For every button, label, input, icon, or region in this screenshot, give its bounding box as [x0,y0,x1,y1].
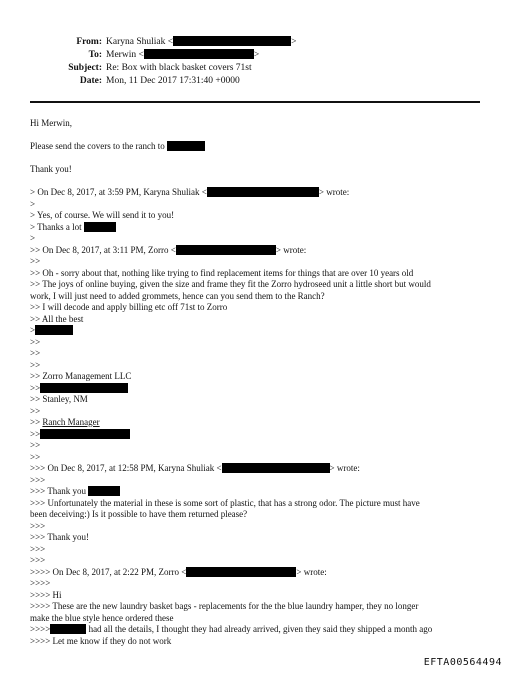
redaction [40,383,128,393]
quote-line: >> Ranch Manager [30,417,100,427]
quote-line: >> [30,405,41,416]
quote-header: >> On Dec 8, 2017, at 3:11 PM, Zorro < > wrote: [30,244,307,255]
quote-line: >>>> Hi [30,589,62,600]
redaction [167,141,205,151]
quote-line: >> I will decode and apply billing etc off 71st to Zorro [30,302,228,312]
quote-line: > [30,198,36,209]
redaction [88,486,120,496]
quote-line: >> [30,440,41,450]
to-value: Merwin < > [106,50,260,60]
quote-line: >>>> [30,578,51,588]
quote-line: >>> Thank you! [30,532,90,542]
quote-line: >> Zorro Management LLC [30,371,132,381]
redaction [35,325,73,335]
quote-line: > Yes, of course. We will send it to you! [30,210,175,220]
quote-line: >> The joys of online buying, given the size and frame they fit the Zorro hydroseed unit a little short but would [30,279,431,289]
quote-line: >> [30,256,41,266]
subject-label: Subject: [68,63,102,73]
redaction [207,187,319,197]
quote-line: >> [30,348,41,358]
quote-line: work, I will just need to added grommets, hence can you send them to the Ranch? [30,290,325,301]
quote-line: >> [30,359,41,370]
quote-line: >> Stanley, NM [30,394,88,404]
redaction [84,222,116,232]
redaction [186,567,296,577]
redaction [144,49,254,59]
email-header [0,36,512,88]
body-line: Thank you! [30,164,72,174]
redaction [176,245,276,255]
quote-header: > On Dec 8, 2017, at 3:59 PM, Karyna Shuliak < > wrote: [30,187,350,197]
quote-line: >> Oh - sorry about that, nothing like trying to find replacement items for things that are over 10 years old [30,267,414,278]
subject-value: Re: Box with black basket covers 71st [106,63,252,73]
quote-line: > [30,325,490,337]
quote-line: >>> [30,474,46,485]
email-body [30,118,490,647]
redaction [50,624,86,634]
quote-line: >> All the best [30,313,84,324]
quote-line: make the blue style hence ordered these [30,612,174,623]
redaction [173,36,291,46]
from-label: From: [76,37,102,47]
quote-line: >>>> had all the details, I thought they had already arrived, given they said they shipped a month ago [30,624,433,634]
to-label: To: [88,50,102,60]
quote-line: >> [30,451,41,462]
quote-line: >>>> These are the new laundry basket bags - replacements for the the blue laundry hamper, they no longer [30,601,419,611]
header-divider [30,101,480,103]
date-value: Mon, 11 Dec 2017 17:31:40 +0000 [106,76,240,86]
quote-line: > Thanks a lot [30,222,490,234]
from-value: Karyna Shuliak < > [106,37,297,47]
quote-line: >>> [30,543,46,554]
redaction [222,463,330,473]
greeting: Hi Merwin, [30,118,72,128]
quote-line: >>> [30,520,46,531]
quote-line: >> [30,336,41,347]
body-line: Please send the covers to the ranch to [30,141,490,153]
quote-line: been deceiving:) Is it possible to have them returned please? [30,509,248,519]
quote-line: >> [30,429,490,441]
quote-line: >>> Unfortunately the material in these is some sort of plastic, that has a strong odor. The picture must have [30,497,420,508]
document-id: EFTA00564494 [423,657,502,668]
quote-line: >>>> Let me know if they do not work [30,635,172,646]
quote-line: >> [30,383,490,395]
date-label: Date: [79,76,102,86]
quote-header: >>> On Dec 8, 2017, at 12:58 PM, Karyna Shuliak < > wrote: [30,463,360,473]
quote-line: >>> [30,555,46,565]
quote-header: >>>> On Dec 8, 2017, at 2:22 PM, Zorro < > wrote: [30,566,327,577]
redaction [40,429,130,439]
quote-line: > [30,233,36,243]
quote-line: >>> Thank you [30,486,490,498]
